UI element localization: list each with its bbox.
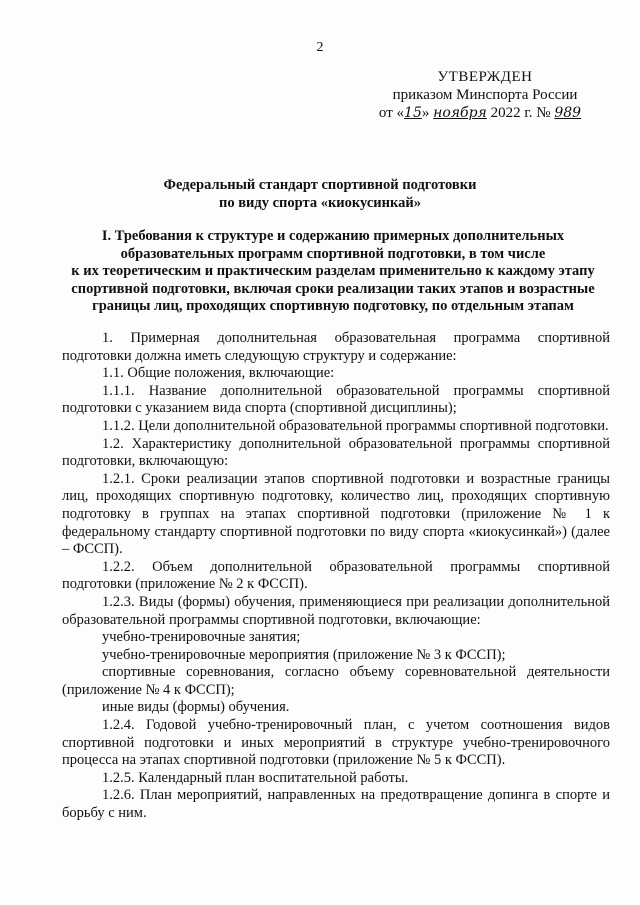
order-month: ноября [433, 105, 487, 121]
paragraph-1-1-1: 1.1.1. Название дополнительной образовательной программы спортивной подготовки с указанием вида спорта (спортивной дисциплины); [62, 382, 610, 417]
order-year: 2022 г. № [490, 105, 551, 121]
order-day: 15 [404, 105, 422, 121]
section-heading-line: спортивной подготовки, включая сроки реализации таких этапов и возрастные [71, 280, 595, 297]
title-line: Федеральный стандарт спортивной подготовки [163, 177, 477, 193]
list-item: учебно-тренировочные мероприятия (приложение № 3 к ФССП); [102, 646, 506, 663]
paragraph-1-1-2: 1.1.2. Цели дополнительной образовательной программы спортивной подготовки. [102, 417, 609, 434]
list-item: спортивные соревнования, согласно объему соревновательной деятельности (приложение № 4 к ФССП); [62, 664, 610, 698]
section-heading-line: I. Требования к структуре и содержанию примерных дополнительных [101, 228, 565, 244]
document-title [0, 176, 640, 212]
page-number: 2 [316, 40, 324, 55]
paragraph-1-2-6: 1.2.6. План мероприятий, направленных на предотвращение допинга в спорте и борьбу с ним. [62, 787, 610, 822]
list-item: иные виды (формы) обучения. [102, 699, 290, 716]
paragraph-1-1: 1.1. Общие положения, включающие: [102, 365, 335, 382]
paragraph-1-2-5: 1.2.5. Календарный план воспитательной работы. [102, 769, 409, 786]
paragraph-1: 1. Примерная дополнительная образовательная программа спортивной подготовки должна иметь следующую структуру и содержание: [62, 330, 610, 364]
order-number: 989 [554, 105, 582, 121]
order-date-prefix: от « [378, 105, 405, 121]
approval-authority: приказом Минспорта России [392, 87, 578, 103]
paragraph-1-2-2: 1.2.2. Объем дополнительной образовательной программы спортивной подготовки (приложение № 2 к ФССП). [62, 558, 610, 593]
paragraph-1-2: 1.2. Характеристику дополнительной образовательной программы спортивной подготовки, включающую: [62, 435, 610, 470]
list-item: учебно-тренировочные занятия; [102, 629, 301, 646]
section-heading-line: границы лиц, проходящих спортивную подготовку, по отдельным этапам [92, 298, 574, 314]
approval-order-line [350, 104, 610, 122]
order-date-mid: » [421, 105, 430, 121]
section-heading-line: к их теоретическим и практическим разделам применительно к каждому этапу [71, 263, 595, 279]
paragraph-1-2-3: 1.2.3. Виды (формы) обучения, применяющиеся при реализации дополнительной образовательной программы спортивной подготовки, включающие: [62, 593, 610, 628]
title-line: по виду спорта «киокусинкай» [218, 195, 421, 211]
section-heading [58, 228, 608, 316]
paragraph-1-2-4: 1.2.4. Годовой учебно-тренировочный план, с учетом соотношения видов спортивной подготовки и иных мероприятий в структуре учебно-тренировочного процесса на этапах спортивной подготовки (приложение № 5 к ФССП). [62, 717, 610, 769]
document-body [62, 330, 610, 823]
approval-block [360, 68, 610, 122]
approval-title: УТВЕРЖДЕН [437, 69, 533, 85]
section-heading-line: образовательных программ спортивной подготовки, в том числе [120, 245, 546, 262]
paragraph-1-2-1: 1.2.1. Сроки реализации этапов спортивной подготовки и возрастные границы лиц, проходящих спортивную подготовку, количество лиц, проходящих спортивную подготовку в группах на этапах спортивной подготовки (приложение № 1 к федеральному стандарту спортивной подготовки по виду спорта «киокусинкай») (далее – ФССП). [62, 470, 610, 558]
